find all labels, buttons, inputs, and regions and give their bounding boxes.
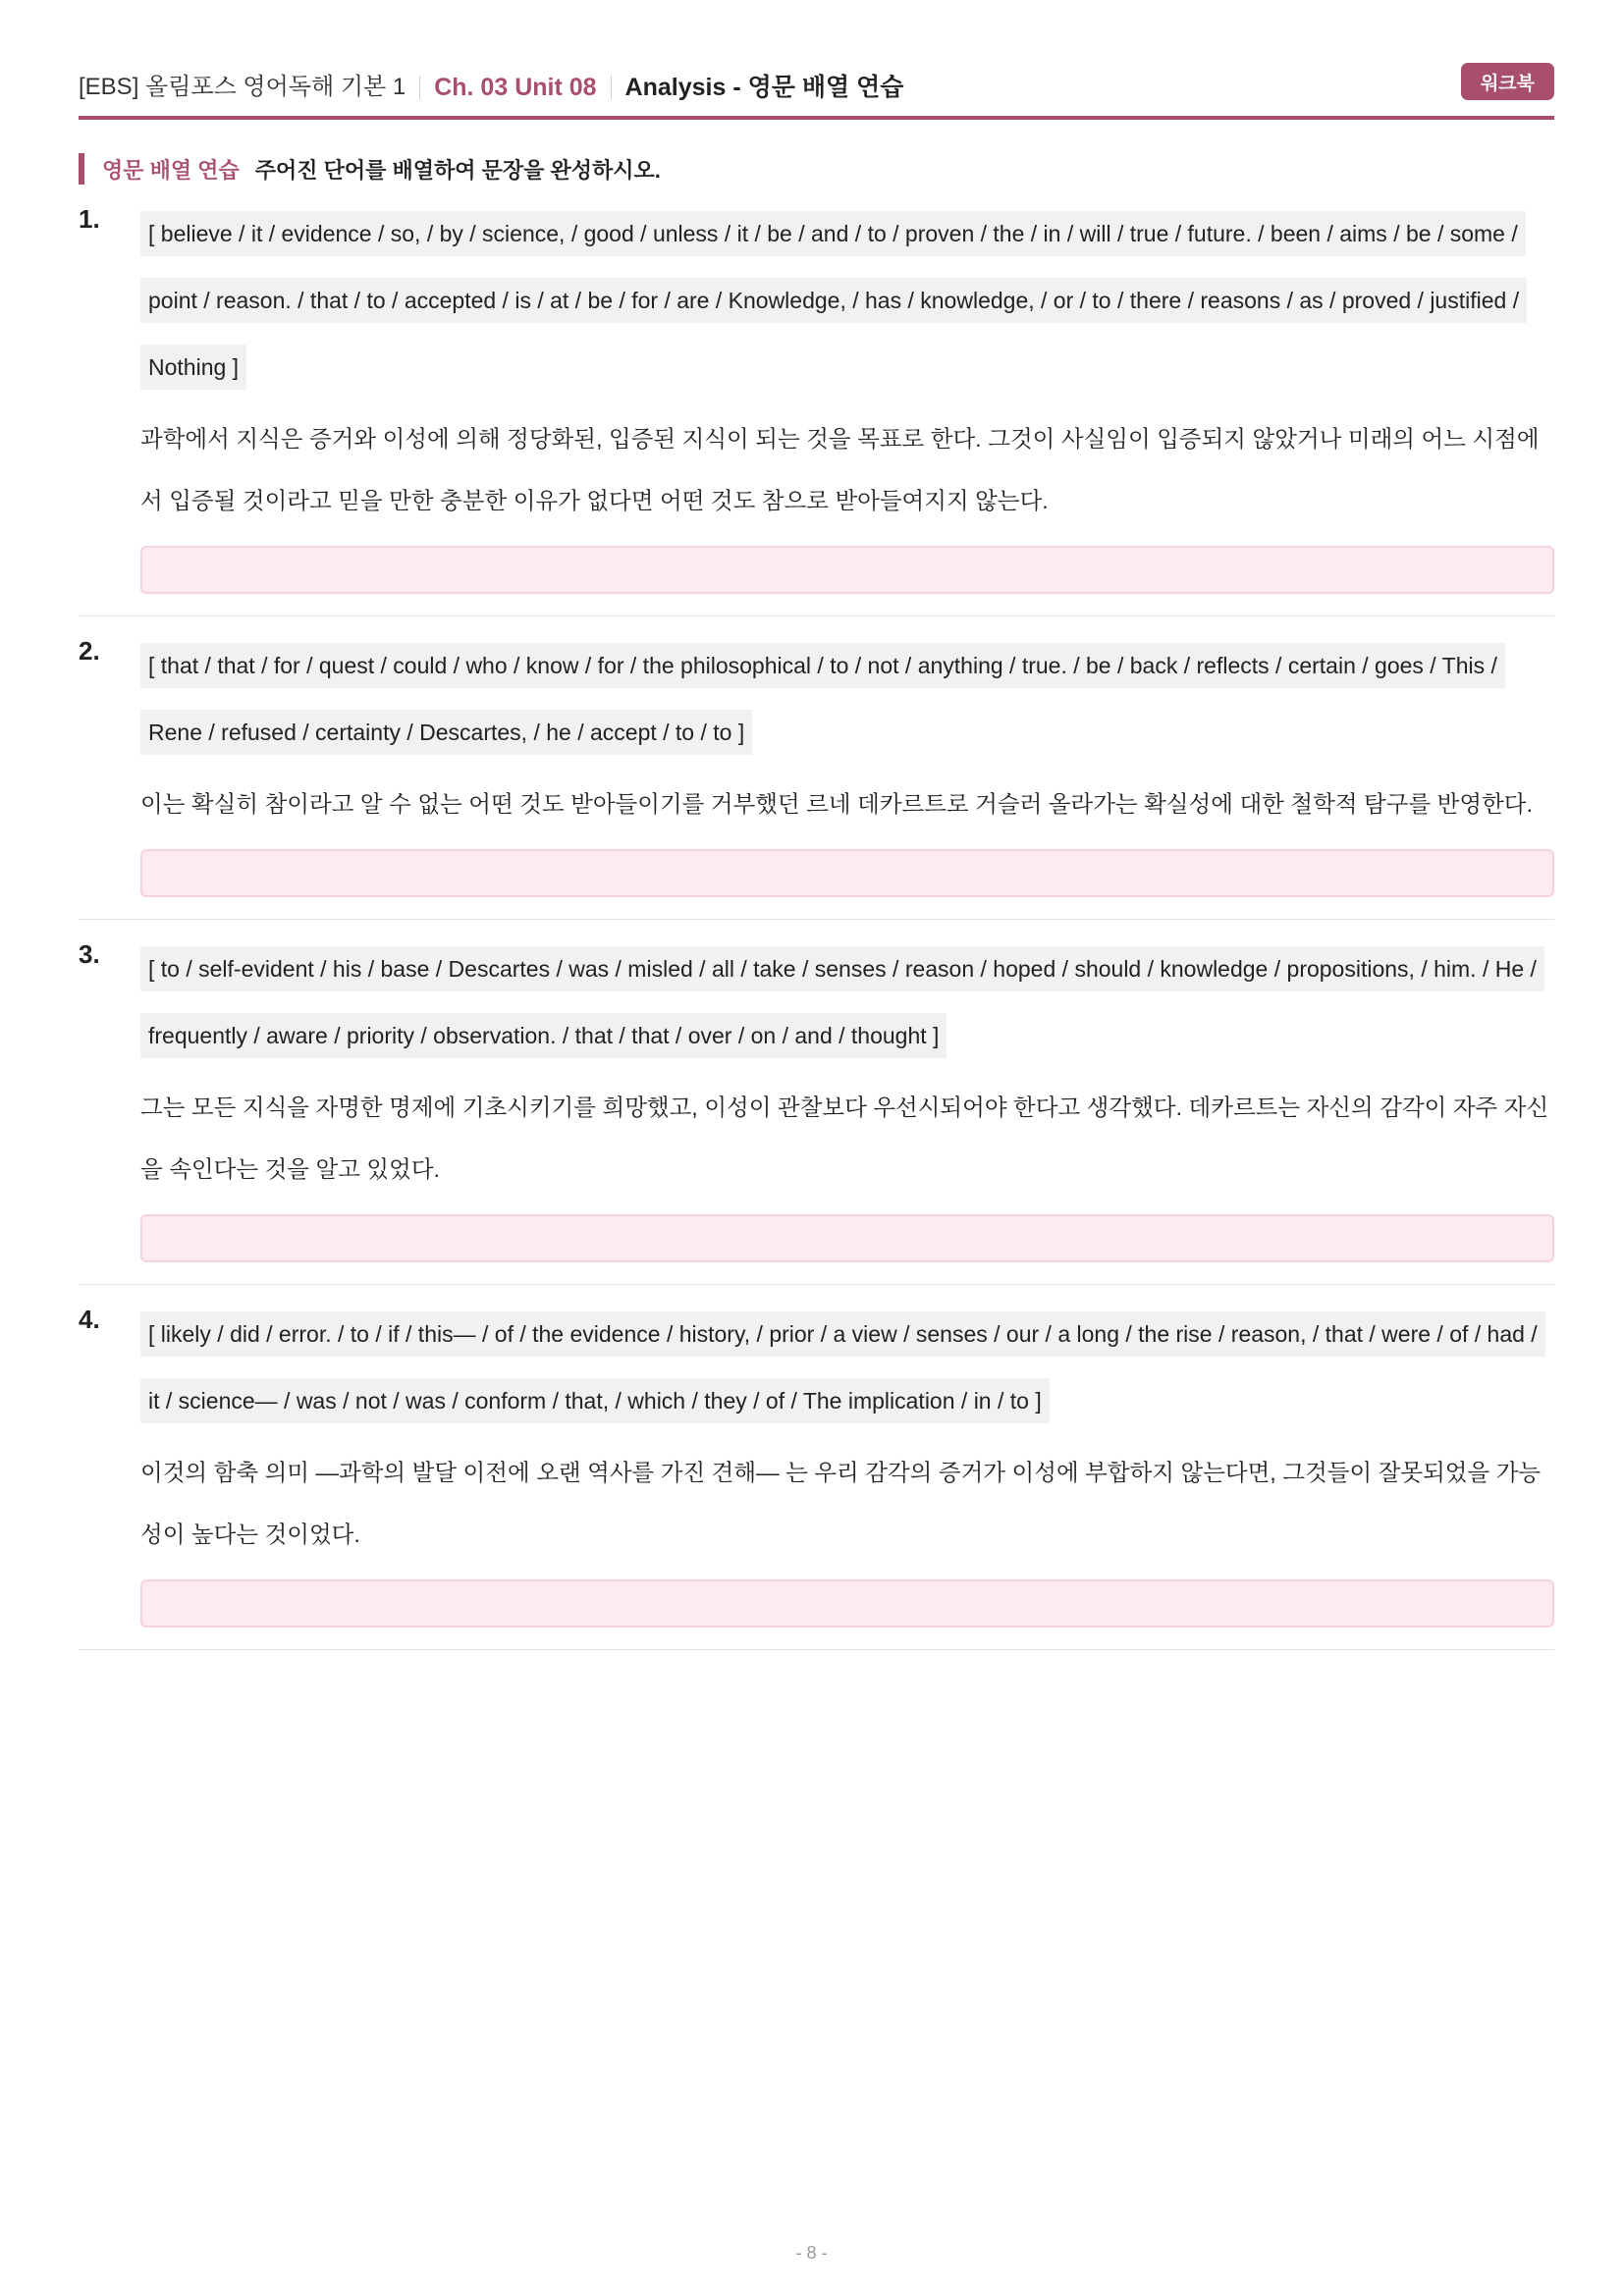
word-bank — [140, 935, 1554, 1069]
word-bank — [140, 632, 1554, 766]
question-3 — [79, 920, 1554, 1285]
workbook-page — [79, 59, 1554, 1650]
unit-label: Ch. 03 Unit 08 — [420, 76, 611, 99]
word-bank-text: [ believe / it / evidence / so, / by / science, / good / unless / it / be / and / to / proven / the / in / will / true / future. / been / aims / be / some / point / reason. / that / to / accepted / is / at / be / for / are / Knowledge, / has / knowledge, / or / to / there / reasons / as / proved / justified / Nothing ] — [140, 211, 1527, 390]
answer-box[interactable] — [140, 1214, 1554, 1262]
question-number: 1. — [79, 204, 100, 234]
book-title: [EBS] 올림포스 영어독해 기본 1 — [79, 76, 420, 99]
question-4 — [79, 1285, 1554, 1650]
korean-translation: 이는 확실히 참이라고 알 수 없는 어떤 것도 받아들이기를 거부했던 르네 데카르트로 거슬러 올라가는 확실성에 대한 철학적 탐구를 반영한다. — [140, 791, 1534, 817]
page-header — [79, 59, 1554, 120]
section-heading — [79, 153, 1554, 185]
korean-translation: 과학에서 지식은 증거와 이성에 의해 정당화된, 입증된 지식이 되는 것을 목표로 한다. 그것이 사실임이 입증되지 않았거나 미래의 어느 시점에서 입증될 것이라고 믿을 만한 충분한 이유가 없다면 어떤 것도 참으로 받아들여지지 않는다. — [140, 426, 1540, 513]
section-instruction: 주어진 단어를 배열하여 문장을 완성하시오. — [254, 157, 661, 183]
word-bank-text: [ to / self-evident / his / base / Descartes / was / misled / all / take / senses / reason / hoped / should / knowledge / propositions, / him. / He / frequently / aware / priority / observation. / that / that / over / on / and / thought ] — [140, 946, 1544, 1058]
word-bank — [140, 1301, 1554, 1434]
analysis-title: Analysis - 영문 배열 연습 — [624, 74, 904, 101]
question-1 — [79, 185, 1554, 616]
word-bank-text: [ likely / did / error. / to / if / this— / of / the evidence / history, / prior / a view / senses / our / a long / the rise / reason, / that / were / of / had / it / science— / was / not / was / conform / that, / which / they / of / The implication / in / to ] — [140, 1311, 1545, 1423]
korean-translation: 이것의 함축 의미 —과학의 발달 이전에 오랜 역사를 가진 견해— 는 우리 감각의 증거가 이성에 부합하지 않는다면, 그것들이 잘못되었을 가능성이 높다는 것이었다. — [140, 1460, 1542, 1547]
workbook-badge: 워크북 — [1461, 63, 1554, 100]
question-number: 3. — [79, 939, 100, 969]
question-2 — [79, 616, 1554, 920]
korean-translation: 그는 모든 지식을 자명한 명제에 기초시키기를 희망했고, 이성이 관찰보다 우선시되어야 한다고 생각했다. 데카르트는 자신의 감각이 자주 자신을 속인다는 것을 알고 있었다. — [140, 1095, 1549, 1182]
answer-box[interactable] — [140, 1579, 1554, 1628]
answer-box[interactable] — [140, 546, 1554, 594]
page-number: - 8 - — [795, 2243, 828, 2263]
word-bank-text: [ that / that / for / quest / could / who / know / for / the philosophical / to / not / anything / true. / be / back / reflects / certain / goes / This / Rene / refused / certainty / Descartes, / he / accept / to / to ] — [140, 643, 1505, 755]
answer-box[interactable] — [140, 849, 1554, 897]
question-number: 4. — [79, 1305, 100, 1334]
section-label: 영문 배열 연습 — [102, 157, 240, 183]
word-bank — [140, 200, 1554, 400]
question-number: 2. — [79, 636, 100, 666]
